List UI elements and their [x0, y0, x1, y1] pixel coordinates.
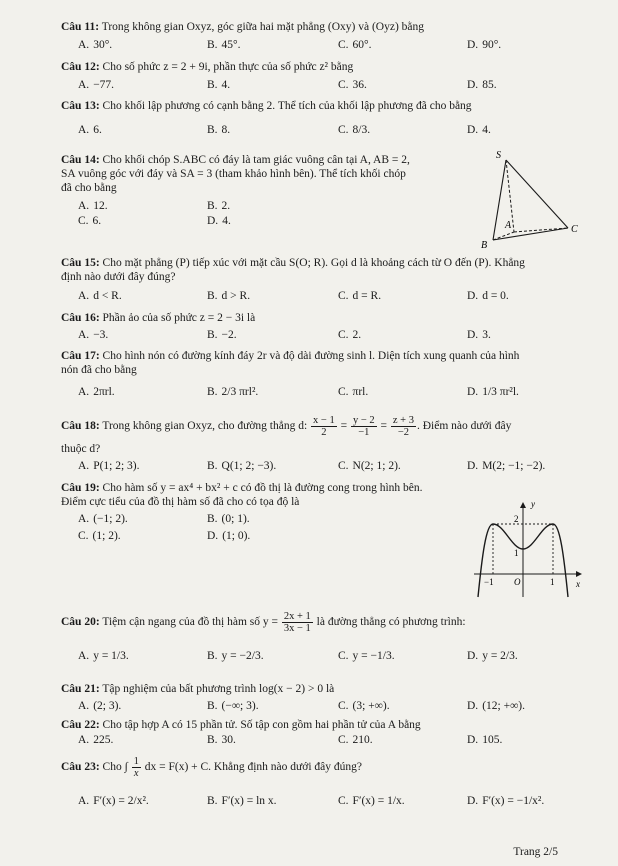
option-a[interactable]: A. P(1; 2; 3).: [78, 460, 140, 472]
option-d[interactable]: D. d = 0.: [467, 290, 509, 302]
options-19-row2: [78, 530, 378, 546]
options-14-row2: [78, 215, 378, 231]
option-c[interactable]: C. (3; +∞).: [338, 700, 390, 712]
question-11: [61, 20, 573, 34]
option-d[interactable]: D. (12; +∞).: [467, 700, 525, 712]
option-c[interactable]: C. 8/3.: [338, 124, 371, 136]
options-11: [78, 39, 578, 55]
question-number: Câu 16:: [61, 312, 100, 324]
option-a[interactable]: A. 225.: [78, 734, 114, 746]
question-text: Tập nghiệm của bất phương trình log(x − 2) > 0 là: [102, 683, 335, 695]
function-fraction: $\frac{2x + 1}{3x - 1}$: [283, 611, 311, 634]
option-b[interactable]: B. 30.: [207, 734, 236, 746]
option-d[interactable]: D. 90°.: [467, 39, 502, 51]
question-number: Câu 19:: [61, 482, 100, 494]
question-number: Câu 22:: [61, 719, 100, 731]
question-text-line1b: . Điểm nào dưới đây: [416, 420, 512, 433]
question-text-line1a: Trong không gian Oxyz, cho đường thẳng d:: [102, 420, 308, 433]
y-axis-arrow: [520, 502, 526, 508]
question-number: Câu 12:: [61, 61, 100, 73]
option-d[interactable]: D. 1/3 πr²l.: [467, 386, 519, 398]
question-text-line2: Điểm cực tiểu của đồ thị hàm số đã cho có tọa độ là: [61, 496, 300, 508]
option-c[interactable]: C. 36.: [338, 79, 367, 91]
option-a[interactable]: A. (−1; 2).: [78, 513, 128, 525]
option-d[interactable]: D. 3.: [467, 329, 491, 341]
option-a[interactable]: A. 2πrl.: [78, 386, 115, 398]
question-text: Trong không gian Oxyz, góc giữa hai mặt phẳng (Oxy) và (Oyz) bằng: [101, 21, 425, 33]
option-b[interactable]: B. 8.: [207, 124, 231, 136]
page-number: Trang 2/5: [513, 846, 558, 858]
question-text-line1: Cho mặt phẳng (P) tiếp xúc với mặt cầu S(O; R). Gọi d là khoảng cách từ O đến (P). Khẳng: [102, 257, 525, 269]
option-a[interactable]: A. 30°.: [78, 39, 113, 51]
question-23: [61, 756, 573, 779]
options-13: [78, 124, 578, 140]
option-d[interactable]: D. F′(x) = −1/x².: [467, 795, 545, 807]
question-12: [61, 60, 573, 74]
label-plus1: 1: [550, 577, 555, 587]
option-b[interactable]: B. Q(1; 2; −3).: [207, 460, 277, 472]
question-text-line1: Cho hàm số y = ax⁴ + bx² + c có đồ thị là đường cong trong hình bên.: [102, 482, 423, 494]
option-d[interactable]: D. 4.: [207, 215, 231, 227]
label-a: A: [505, 220, 512, 231]
question-number: Câu 14:: [61, 154, 100, 166]
options-12: [78, 79, 578, 95]
option-c[interactable]: C. d = R.: [338, 290, 382, 302]
label-c: C: [571, 224, 578, 235]
option-c[interactable]: C. πrl.: [338, 386, 369, 398]
option-b[interactable]: B. d > R.: [207, 290, 251, 302]
options-17: [78, 386, 578, 402]
option-c[interactable]: C. 2.: [338, 329, 362, 341]
integrand-fraction: $\frac{1}{x}$: [133, 756, 139, 779]
option-a[interactable]: A. y = 1/3.: [78, 650, 129, 662]
question-20: [61, 611, 573, 634]
eq-x-fraction: $\frac{x - 1}{2}$: [313, 415, 335, 438]
option-c[interactable]: C. 210.: [338, 734, 373, 746]
label-minus1: −1: [484, 577, 494, 587]
question-18: Câu 18: Trong không gian Oxyz, cho đường thẳng d: $\frac{x - 1}{2}$ = $\frac{y - 2}{-1}$ = $\frac{z + 3}{-2}$ . Điểm nào dưới đây: [61, 415, 512, 438]
option-b[interactable]: B. (−∞; 3).: [207, 700, 259, 712]
option-b[interactable]: B. 4.: [207, 79, 231, 91]
label-1: 1: [514, 548, 519, 558]
edge-ac: [514, 228, 568, 232]
question-text-line2: nón đã cho bằng: [61, 364, 137, 376]
options-23: [78, 795, 578, 811]
option-d[interactable]: D. 85.: [467, 79, 497, 91]
option-a[interactable]: A. d < R.: [78, 290, 122, 302]
option-c[interactable]: C. N(2; 1; 2).: [338, 460, 401, 472]
option-a[interactable]: A. F′(x) = 2/x².: [78, 795, 149, 807]
question-text-line1b: là đường thẳng có phương trình:: [316, 616, 466, 629]
option-c[interactable]: C. 6.: [78, 215, 102, 227]
pyramid-figure: [468, 140, 586, 258]
question-text-line2: SA vuông góc với đáy và SA = 3 (tham khảo hình bên). Thể tích khối chóp: [61, 168, 406, 180]
question-text-line3: đã cho bằng: [61, 182, 117, 194]
label-b: B: [481, 240, 488, 251]
question-13: [61, 99, 573, 113]
question-number: Câu 13:: [61, 100, 100, 112]
question-text: Cho tập hợp A có 15 phần tử. Số tập con gồm hai phần tử của A bằng: [102, 719, 421, 731]
label-s: S: [496, 150, 501, 161]
question-text: Cho khối lập phương có cạnh bằng 2. Thể tích của khối lập phương đã cho bằng: [102, 100, 472, 112]
question-21: [61, 682, 573, 696]
question-17: [61, 349, 573, 377]
option-d[interactable]: D. (1; 0).: [207, 530, 251, 542]
question-number: Câu 18:: [61, 420, 100, 433]
options-21: [78, 700, 578, 716]
option-d[interactable]: D. 105.: [467, 734, 503, 746]
option-a[interactable]: A. −77.: [78, 79, 115, 91]
label-x: x: [576, 579, 580, 589]
question-18-line2: thuộc d?: [61, 443, 101, 455]
label-y: y: [531, 499, 535, 509]
eq-y-fraction: $\frac{y - 2}{-1}$: [352, 415, 375, 438]
option-b[interactable]: B. y = −2/3.: [207, 650, 264, 662]
option-c[interactable]: C. 60°.: [338, 39, 372, 51]
question-number: Câu 21:: [61, 683, 100, 695]
option-d[interactable]: D. 4.: [467, 124, 491, 136]
question-14: [61, 153, 481, 195]
options-16: [78, 329, 578, 345]
option-c[interactable]: C. F′(x) = 1/x.: [338, 795, 405, 807]
integral-sign: Cho ∫: [102, 761, 128, 774]
question-text-line1: Cho khối chóp S.ABC có đáy là tam giác vuông cân tại A, AB = 2,: [102, 154, 410, 166]
options-18: [78, 460, 578, 476]
option-a[interactable]: A. (2; 3).: [78, 700, 122, 712]
question-text: Phần ảo của số phức z = 2 − 3i là: [102, 312, 256, 324]
option-c[interactable]: C. (1; 2).: [78, 530, 121, 542]
option-a[interactable]: A. 12.: [78, 200, 108, 212]
question-text: Cho số phức z = 2 + 9i, phần thực của số phức z² bằng: [102, 61, 354, 73]
x-axis-arrow: [576, 571, 582, 577]
question-number: Câu 17:: [61, 350, 100, 362]
option-b[interactable]: B. −2.: [207, 329, 237, 341]
option-d[interactable]: D. y = 2/3.: [467, 650, 518, 662]
question-number: Câu 23:: [61, 761, 100, 774]
question-16: [61, 311, 573, 325]
quartic-graph-figure: [470, 497, 590, 603]
options-20: [78, 650, 578, 666]
option-a[interactable]: A. −3.: [78, 329, 109, 341]
option-b[interactable]: B. 2/3 πrl².: [207, 386, 259, 398]
label-2: 2: [514, 514, 519, 524]
option-b[interactable]: B. (0; 1).: [207, 513, 250, 525]
label-o: O: [514, 577, 521, 587]
question-text-line1: Cho hình nón có đường kính đáy 2r và độ dài đường sinh l. Diện tích xung quanh của hình: [102, 350, 520, 362]
option-d[interactable]: D. M(2; −1; −2).: [467, 460, 546, 472]
option-a[interactable]: A. 6.: [78, 124, 102, 136]
question-number: Câu 15:: [61, 257, 100, 269]
question-text-line1b: dx = F(x) + C. Khẳng định nào dưới đây đúng?: [144, 761, 362, 774]
question-number: Câu 20:: [61, 616, 100, 629]
eq-z-fraction: $\frac{z + 3}{-2}$: [392, 415, 414, 438]
option-b[interactable]: B. F′(x) = ln x.: [207, 795, 277, 807]
option-b[interactable]: B. 45°.: [207, 39, 241, 51]
question-15: [61, 256, 573, 284]
question-text-line1a: Tiệm cận ngang của đồ thị hàm số y =: [102, 616, 278, 629]
question-22: [61, 718, 573, 732]
options-15: [78, 290, 578, 306]
option-b[interactable]: B. 2.: [207, 200, 231, 212]
options-22: [78, 734, 578, 750]
options-14-row1: [78, 200, 378, 216]
question-number: Câu 11:: [61, 21, 100, 33]
option-c[interactable]: C. y = −1/3.: [338, 650, 395, 662]
options-19-row1: [78, 513, 378, 529]
question-text-line2: định nào dưới đây đúng?: [61, 271, 176, 283]
edge-sc: [506, 160, 568, 228]
